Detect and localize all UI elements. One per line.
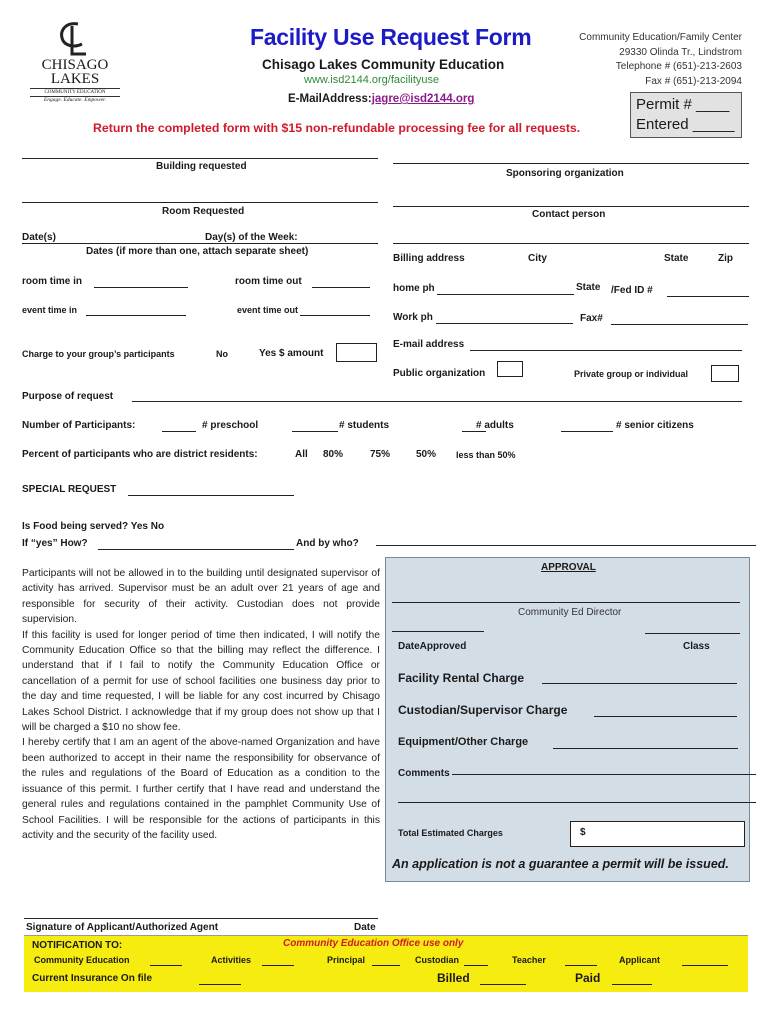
- purpose-input[interactable]: [132, 401, 742, 402]
- private-org-label: Private group or individual: [574, 369, 689, 379]
- days-label: Day(s) of the Week:: [205, 232, 298, 243]
- billing-input-line[interactable]: [393, 243, 749, 244]
- class-input[interactable]: [645, 633, 740, 634]
- email-link[interactable]: jagre@isd2144.org: [371, 93, 475, 105]
- room-time-in-input[interactable]: [94, 287, 188, 288]
- room-time-in-label: room time in: [22, 276, 83, 287]
- sponsor-label: Sponsoring organization: [506, 168, 624, 179]
- fed-id-input[interactable]: [667, 296, 749, 297]
- rental-charge-input[interactable]: [542, 683, 737, 684]
- notification-title: NOTIFICATION TO:: [32, 940, 123, 951]
- notify-teacher-input[interactable]: [565, 965, 597, 966]
- sponsor-input-line[interactable]: [393, 163, 749, 164]
- purpose-label: Purpose of request: [22, 391, 114, 402]
- special-request-input[interactable]: [128, 495, 294, 496]
- insurance-input[interactable]: [199, 984, 241, 985]
- charge-no-option[interactable]: No: [216, 349, 228, 359]
- contact-label: Contact person: [532, 209, 606, 220]
- public-org-checkbox[interactable]: [497, 361, 523, 377]
- terms-text: [22, 566, 380, 843]
- page-title: Facility Use Request Form: [250, 24, 532, 50]
- email-field-label: E-mail address: [393, 339, 465, 350]
- email-field-input[interactable]: [470, 350, 742, 351]
- terms-paragraph-3: I hereby certify that I am an agent of the above-named Organization and have been authorized to accept in their name the responsibility for observance of the rules and regulations of the Board of Education as a condition to the issuance of this permit. I further certify that I have read and understand the general rules and regulations contained in the pamphlet Community Use of School Facilities. I will be responsible for the actions of participants in this activity and the security of the facility used.: [22, 737, 380, 841]
- contact-center: Community Education/Family Center: [579, 32, 742, 43]
- adults-input[interactable]: [462, 431, 486, 432]
- logo-tagline: Engage. Educate. Empower.: [30, 96, 120, 103]
- notify-custodian-input[interactable]: [464, 965, 488, 966]
- paid-label: Paid: [575, 971, 601, 985]
- class-label: Class: [683, 641, 710, 652]
- comments-input-2[interactable]: [398, 802, 756, 803]
- director-signature-line[interactable]: [392, 602, 740, 603]
- notify-activities-input[interactable]: [262, 965, 294, 966]
- office-use-only-label: Community Education Office use only: [283, 938, 464, 949]
- event-time-out-label: event time out: [237, 305, 299, 315]
- food-how-label: If “yes” How?: [22, 538, 88, 549]
- date-approved-input[interactable]: [392, 631, 484, 632]
- room-time-out-input[interactable]: [312, 287, 370, 288]
- director-label: Community Ed Director: [518, 607, 622, 618]
- dates-note: Dates (if more than one, attach separate sheet): [86, 246, 309, 257]
- logo-brand-sub: COMMUNITY EDUCATION: [30, 88, 120, 95]
- charge-amount-input[interactable]: [336, 343, 377, 362]
- seniors-input[interactable]: [561, 431, 613, 432]
- home-ph-input[interactable]: [437, 294, 574, 295]
- building-input-line[interactable]: [22, 158, 378, 159]
- notify-applicant-input[interactable]: [682, 965, 728, 966]
- percent-75-option[interactable]: 75%: [370, 449, 391, 460]
- org-name: Chisago Lakes Community Education: [262, 57, 505, 72]
- students-label: # students: [339, 420, 390, 431]
- percent-50-option[interactable]: 50%: [416, 449, 437, 460]
- permit-number-label: Permit # ____: [636, 96, 730, 113]
- fax-input[interactable]: [611, 324, 748, 325]
- event-time-in-input[interactable]: [86, 315, 186, 316]
- state-id-label: State: [576, 282, 601, 293]
- total-charges-input[interactable]: [570, 821, 745, 847]
- billing-label: Billing address: [393, 253, 465, 264]
- room-input-line[interactable]: [22, 202, 378, 203]
- event-time-out-input[interactable]: [300, 315, 370, 316]
- special-request-label: SPECIAL REQUEST: [22, 484, 117, 495]
- room-time-out-label: room time out: [235, 276, 302, 287]
- notify-teacher-label: Teacher: [512, 955, 546, 965]
- signature-input-line[interactable]: [24, 918, 378, 919]
- percent-less-option[interactable]: less than 50%: [456, 450, 516, 460]
- logo-brand-line2: LAKES: [50, 71, 100, 87]
- contact-fax: Fax # (651)-213-2094: [645, 75, 742, 87]
- home-ph-label: home ph: [393, 283, 435, 294]
- billed-input[interactable]: [480, 984, 526, 985]
- contact-block: [579, 31, 742, 89]
- adults-label: # adults: [476, 420, 514, 431]
- state-label: State: [664, 253, 689, 264]
- food-label: Is Food being served? Yes No: [22, 521, 165, 532]
- logo-brand-line1: CHISAGO: [41, 57, 109, 73]
- preschool-input[interactable]: [162, 431, 196, 432]
- facility-url[interactable]: www.isd2144.org/facilityuse: [304, 74, 440, 86]
- insurance-label: Current Insurance On file: [32, 973, 153, 984]
- equipment-charge-label: Equipment/Other Charge: [398, 736, 529, 748]
- dates-input-line[interactable]: [22, 243, 378, 244]
- signature-date-label: Date: [354, 922, 376, 933]
- food-by-who-input[interactable]: [376, 545, 756, 546]
- entered-label: Entered _____: [636, 116, 735, 133]
- email-label: E-MailAddress:: [288, 93, 372, 105]
- percent-label: Percent of participants who are district residents:: [22, 449, 258, 460]
- percent-all-option[interactable]: All: [295, 449, 308, 460]
- fed-id-label: /Fed ID #: [611, 285, 653, 296]
- building-label: Building requested: [156, 161, 247, 172]
- signature-label: Signature of Applicant/Authorized Agent: [26, 922, 219, 933]
- rental-charge-label: Facility Rental Charge: [398, 671, 525, 685]
- work-ph-label: Work ph: [393, 312, 433, 323]
- notify-community-ed-label: Community Education: [34, 955, 130, 965]
- billed-label: Billed: [437, 971, 470, 985]
- dates-label: Date(s): [22, 232, 56, 243]
- fax-label: Fax#: [580, 313, 603, 324]
- paid-input[interactable]: [612, 984, 652, 985]
- room-label: Room Requested: [162, 206, 245, 217]
- event-time-in-label: event time in: [22, 305, 78, 315]
- zip-label: Zip: [718, 253, 733, 264]
- date-approved-label: DateApproved: [398, 641, 467, 652]
- permit-disclaimer: An application is not a guarantee a permit will be issued.: [392, 857, 729, 871]
- chisago-lakes-logo-mark: [56, 20, 92, 60]
- approval-title: APPROVAL: [541, 562, 596, 573]
- fee-notice: Return the completed form with $15 non-refundable processing fee for all requests.: [93, 121, 581, 135]
- notify-applicant-label: Applicant: [619, 955, 661, 965]
- contact-address: 29330 Olinda Tr., Lindstrom: [619, 46, 742, 58]
- equipment-charge-input[interactable]: [553, 748, 738, 749]
- comments-input-1[interactable]: [452, 774, 756, 775]
- notify-principal-input[interactable]: [372, 965, 400, 966]
- total-charges-label: Total Estimated Charges: [398, 828, 503, 838]
- notify-principal-label: Principal: [327, 955, 366, 965]
- contact-phone: Telephone # (651)-213-2603: [615, 61, 742, 72]
- charge-label: Charge to your group’s participants: [22, 349, 175, 359]
- participants-label: Number of Participants:: [22, 420, 136, 431]
- city-label: City: [528, 253, 547, 264]
- custodian-charge-label: Custodian/Supervisor Charge: [398, 703, 568, 717]
- students-input[interactable]: [292, 431, 338, 432]
- percent-80-option[interactable]: 80%: [323, 449, 344, 460]
- public-org-label: Public organization: [393, 368, 486, 379]
- terms-paragraph-1: Participants will not be allowed in to the building until designated supervisor of activity has arrived. Supervisor must be an adult over 21 years of age and responsible for security of their activity. Custodian does not provide supervision.: [22, 568, 380, 626]
- private-org-checkbox[interactable]: [711, 365, 739, 382]
- food-how-input[interactable]: [98, 549, 294, 550]
- notify-custodian-label: Custodian: [415, 955, 459, 965]
- terms-paragraph-2: If this facility is used for longer period of time then indicated, I will notify the Community Education Office so that the billing may reflect the difference. I understand that if I fail to notify the Community Education Office or cancellation of a permit for use of school facilities one business day prior to the day and time requested, I will be liable for any cost incurred by Chisago Lakes School District. I acknowledge that if my group does not show up that I will be charged a $10 no show fee.: [22, 629, 380, 734]
- custodian-charge-input[interactable]: [594, 716, 737, 717]
- total-dollar-sign: $: [580, 827, 586, 838]
- comments-label: Comments: [398, 768, 450, 779]
- seniors-label: # senior citizens: [616, 420, 694, 431]
- food-by-who-label: And by who?: [296, 538, 359, 549]
- notify-community-ed-input[interactable]: [150, 965, 182, 966]
- preschool-label: # preschool: [202, 420, 259, 431]
- contact-input-line[interactable]: [393, 206, 749, 207]
- work-ph-input[interactable]: [436, 323, 573, 324]
- charge-yes-option[interactable]: Yes $ amount: [259, 348, 324, 359]
- notify-activities-label: Activities: [211, 955, 252, 965]
- permit-box: [630, 92, 742, 138]
